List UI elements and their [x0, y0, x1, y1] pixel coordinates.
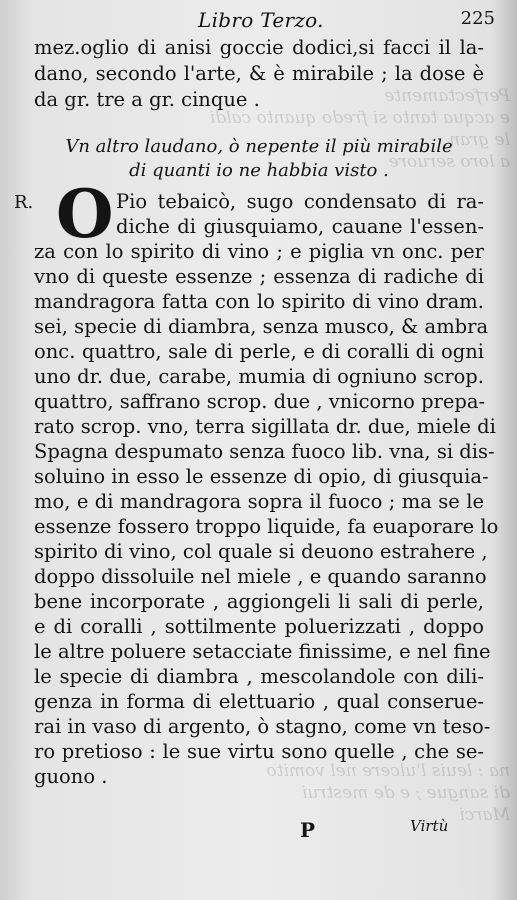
- section-title: di quanti io ne habbia visto .: [129, 160, 389, 181]
- recipe-mark: R.: [14, 192, 34, 213]
- text-line: ro pretioso : le sue virtu sono quelle , che se-: [34, 740, 484, 763]
- text-line: za con lo spirito di vino ; e piglia vn onc. per: [34, 240, 484, 263]
- text-line: vno di queste essenze ; essenza di radiche di: [34, 265, 484, 288]
- text-line: mo, e di mandragora sopra il fuoco ; ma se le: [34, 490, 484, 513]
- page-number: 225: [460, 8, 495, 29]
- catchword: Virtù: [410, 817, 449, 835]
- text-line: guono .: [34, 765, 108, 788]
- text-line: spirito di vino, col quale si deuono estrahere ,: [34, 540, 488, 563]
- running-title: Libro Terzo.: [198, 8, 324, 32]
- text-line: quattro, saffrano scrop. due , vnicorno prepa-: [34, 390, 486, 413]
- page-header: [0, 6, 517, 32]
- text-line: le altre poluere setacciate finissime, e nel fine: [34, 640, 491, 663]
- text-line: onc. quattro, sale di perle, e di coralli di ogni: [34, 340, 484, 363]
- text-line: Spagna despumato senza fuoco lib. vna, si dis-: [34, 440, 495, 463]
- text-line: uno dr. due, carabe, mumia di ogniuno scrop.: [34, 365, 484, 388]
- text-line: rai in vaso di argento, ò stagno, come vn teso-: [34, 715, 491, 738]
- text-line: essenze fossero troppo liquide, fa euaporare lo: [34, 515, 499, 538]
- text-line: mandragora fatta con lo spirito di vino dram.: [34, 290, 484, 313]
- text-line: mez.oglio di anisi goccie dodici,si facci il la-: [34, 36, 484, 59]
- signature-mark: P: [300, 818, 316, 842]
- text-line: bene incorporate , aggiongeli li sali di perle,: [34, 590, 484, 613]
- text-line: rato scrop. vno, terra sigillata dr. due, miele di: [34, 415, 496, 438]
- text-line: soluino in esso le essenze di opio, di giusquia-: [34, 465, 489, 488]
- text-line: e di coralli , sottilmente poluerizzati , doppo: [34, 615, 484, 638]
- section-title: Vn altro laudano, ò nepente il più mirabile: [65, 136, 453, 157]
- drop-cap: O: [56, 175, 114, 253]
- text-line: sei, specie di diambra, senza musco, & ambra: [34, 315, 489, 338]
- text-line: genza in forma di elettuario , qual conserue-: [34, 690, 484, 713]
- text-line: le specie di diambra , mescolandole con dili-: [34, 665, 484, 688]
- text-line: da gr. tre a gr. cinque .: [34, 88, 260, 111]
- text-line: dano, secondo l'arte, & è mirabile ; la dose è: [34, 62, 484, 85]
- text-line: doppo dissoluile nel miele , e quando saranno: [34, 565, 487, 588]
- text-line: diche di giusquiamo, cauane l'essen-: [116, 215, 484, 238]
- text-line: Pio tebaicò, sugo condensato di ra-: [116, 190, 484, 213]
- bleed-through-text-bottom: na : leuis l'ulcere nel vomito di sangue ; e de mestrui Marci: [266, 761, 510, 825]
- bleed-through-text: Perfectamente e acqua tanto si fredo quanto caldi le gran a loro seruore: [209, 86, 510, 172]
